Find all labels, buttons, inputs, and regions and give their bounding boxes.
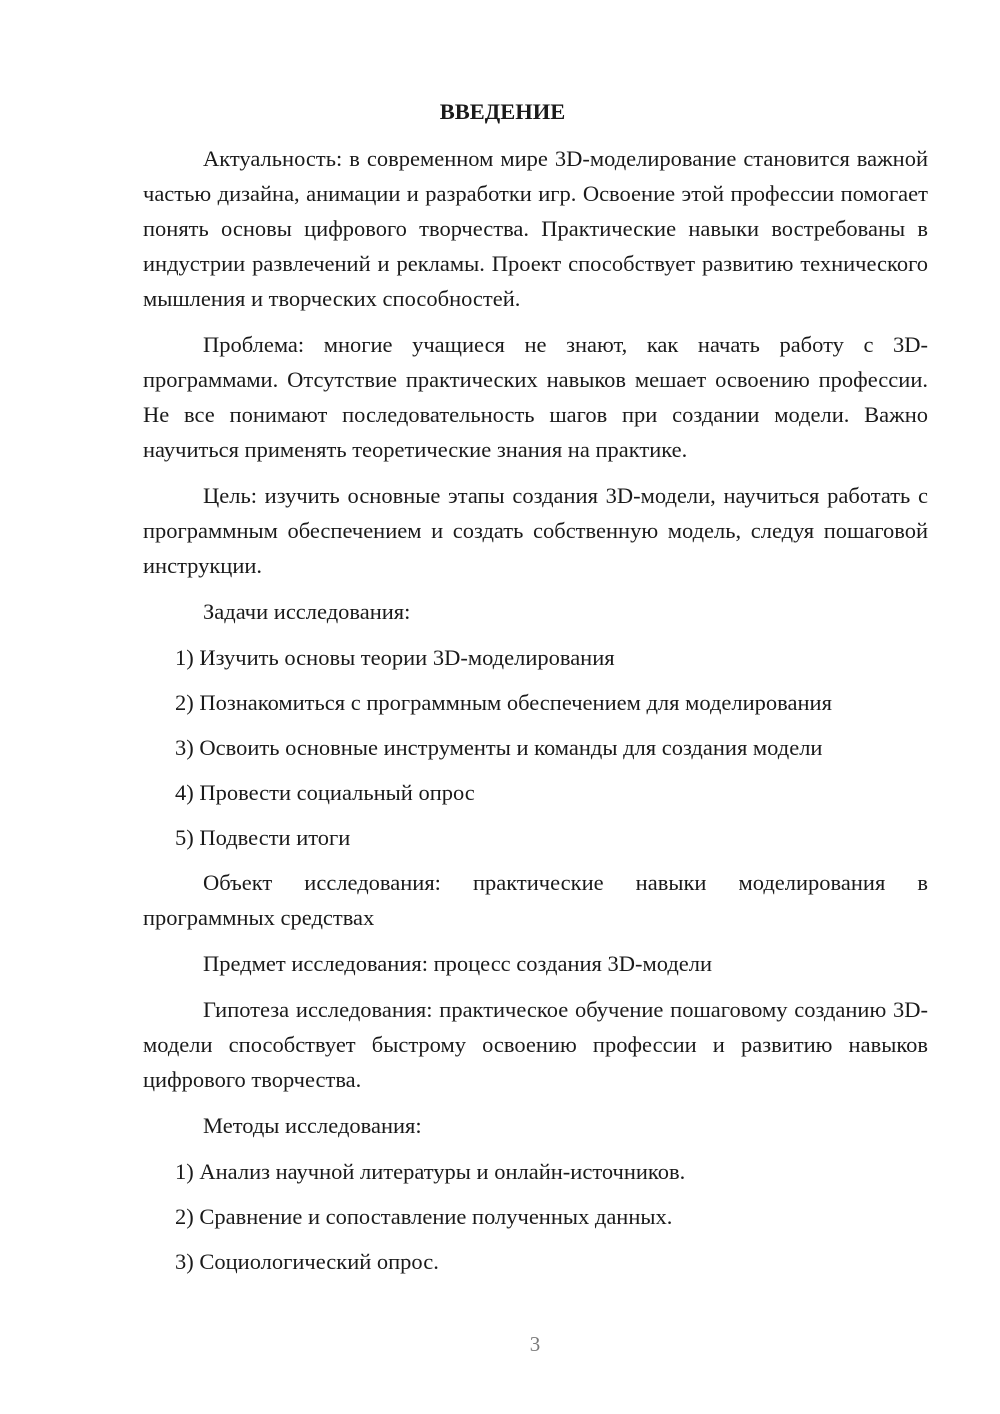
- methods-list: [143, 1154, 928, 1279]
- method-item: 1) Анализ научной литературы и онлайн-источников.: [175, 1159, 686, 1184]
- tasks-list: [143, 640, 928, 855]
- methods-label: Методы исследования:: [203, 1113, 422, 1138]
- object-paragraph: Объект исследования: практические навыки моделирования в программных средствах: [143, 870, 928, 930]
- method-item: 3) Социологический опрос.: [175, 1249, 439, 1274]
- task-item: 1) Изучить основы теории 3D-моделирования: [175, 645, 615, 670]
- page-number: 3: [529, 1332, 541, 1356]
- section-title: ВВЕДЕНИЕ: [439, 99, 566, 124]
- subject-paragraph: Предмет исследования: процесс создания 3D-модели: [203, 951, 713, 976]
- problem-paragraph: Проблема: многие учащиеся не знают, как начать работу с 3D-программами. Отсутствие практических навыков мешает освоению профессии. Не все понимают последовательность шагов при создании модели. Важно научиться применять теоретические знания на практике.: [143, 332, 928, 462]
- task-item: 2) Познакомиться с программным обеспечением для моделирования: [175, 690, 832, 715]
- tasks-label: Задачи исследования:: [203, 599, 411, 624]
- goal-paragraph: Цель: изучить основные этапы создания 3D-модели, научиться работать с программным обеспечением и создать собственную модель, следуя пошаговой инструкции.: [143, 483, 928, 578]
- page-content: [143, 94, 928, 1289]
- task-item: 4) Провести социальный опрос: [175, 780, 475, 805]
- task-item: 3) Освоить основные инструменты и команды для создания модели: [175, 735, 823, 760]
- relevance-paragraph: Актуальность: в современном мире 3D-моделирование становится важной частью дизайна, анимации и разработки игр. Освоение этой профессии помогает понять основы цифрового творчества. Практические навыки востребованы в индустрии развлечений и рекламы. Проект способствует развитию технического мышления и творческих способностей.: [143, 146, 928, 311]
- hypothesis-paragraph: Гипотеза исследования: практическое обучение пошаговому созданию 3D-модели способствует быстрому освоению профессии и развитию навыков цифрового творчества.: [143, 997, 928, 1092]
- method-item: 2) Сравнение и сопоставление полученных данных.: [175, 1204, 673, 1229]
- task-item: 5) Подвести итоги: [175, 825, 351, 850]
